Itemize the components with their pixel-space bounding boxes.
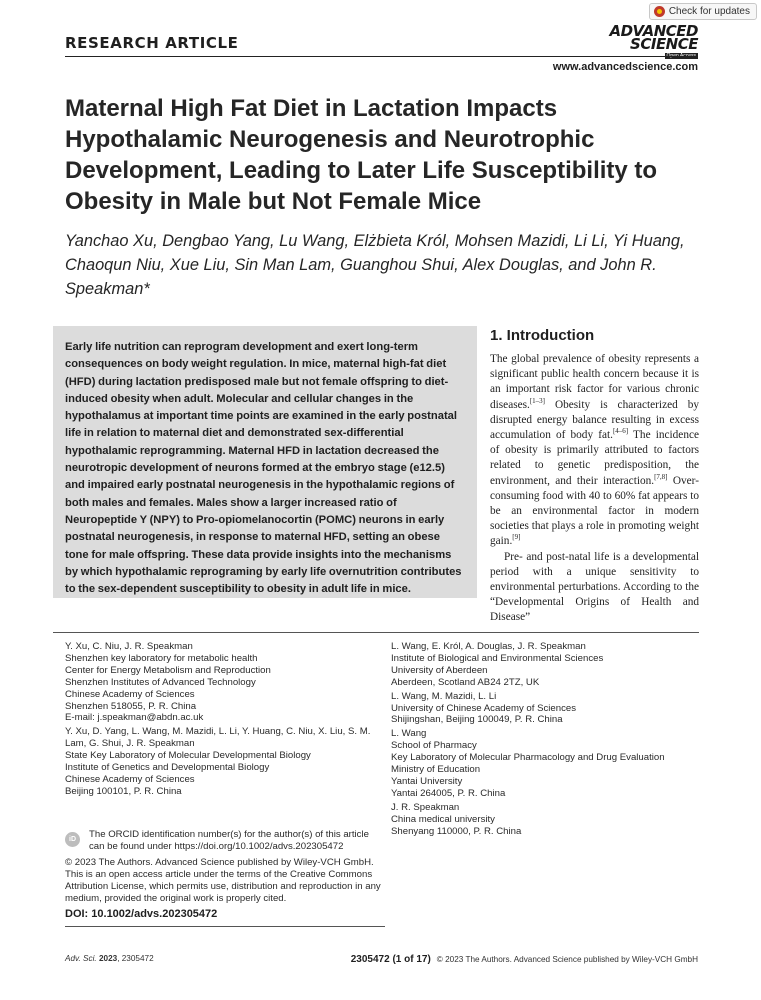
check-for-updates-button[interactable] — [649, 3, 757, 20]
orcid-text[interactable]: The ORCID identification number(s) for the author(s) of this article can be found under https://doi.org/10.1002/advs.202305472 — [89, 829, 369, 852]
orcid-note — [65, 829, 385, 853]
affiliation-block — [391, 728, 701, 799]
affiliations-right — [391, 641, 701, 840]
affiliation-block — [65, 726, 385, 797]
doi-link[interactable]: DOI: 10.1002/advs.202305472 — [65, 908, 218, 920]
journal-website-link[interactable]: www.advancedscience.com — [552, 61, 698, 73]
footer-year: 2023 — [98, 954, 118, 963]
footer-copyright: © 2023 The Authors. Advanced Science published by Wiley-VCH GmbH — [436, 955, 698, 964]
introduction-paragraph-2: Pre- and post-natal life is a developmental period with a unique sensitivity to environmental perturbations. According to the “Developmental Origins of Health and Disease” — [490, 550, 699, 624]
affiliation-names: L. Wang — [391, 728, 427, 740]
introduction-body — [490, 352, 699, 626]
affiliation-line: University of Aberdeen — [391, 664, 488, 676]
affiliation-names: L. Wang, M. Mazidi, L. Li — [391, 690, 497, 702]
intro-text: The global prevalence of obesity represents a significant public health concern because it is an important risk factor for various chronic diseases. — [490, 353, 699, 411]
crossmark-icon — [654, 6, 665, 17]
affiliation-line: Chinese Academy of Sciences — [65, 773, 195, 785]
affiliation-names: Y. Xu, C. Niu, J. R. Speakman — [65, 641, 193, 652]
affiliation-line: State Key Laboratory of Molecular Developmental Biology — [65, 750, 311, 762]
introduction-heading: 1. Introduction — [490, 327, 595, 344]
corresponding-email[interactable]: E-mail: j.speakman@abdn.ac.uk — [65, 712, 204, 724]
author-list: Yanchao Xu, Dengbao Yang, Lu Wang, Elżbieta Król, Mohsen Mazidi, Li Li, Yi Huang, Chaoqun Niu, Xue Liu, Sin Man Lam, Guanghou Shui, Alex Douglas, and John R. Speakman* — [65, 232, 685, 298]
citation-link[interactable]: [9] — [512, 533, 521, 542]
affiliation-line: Center for Energy Metabolism and Reproduction — [65, 664, 271, 676]
journal-logo — [598, 24, 698, 60]
affiliations-left — [65, 641, 385, 800]
affiliation-line: Shijingshan, Beijing 100049, P. R. China — [391, 714, 563, 726]
license-text: © 2023 The Authors. Advanced Science published by Wiley-VCH GmbH. This is an open access article under the terms of the Creative Commons Attribution License, which permits use, distribution and reproduction in any medium, provided the original work is properly cited. — [65, 857, 381, 904]
affiliation-line: Shenyang 110000, P. R. China — [391, 825, 522, 837]
introduction-paragraph-1 — [490, 352, 699, 550]
affiliation-line: Chinese Academy of Sciences — [65, 688, 195, 700]
affiliation-line: School of Pharmacy — [391, 740, 477, 752]
citation-link[interactable]: [7,8] — [654, 472, 668, 481]
affiliation-divider — [53, 632, 699, 633]
doi-divider — [65, 926, 385, 927]
intro-text: The incidence of obesity is primarily attributed to factors related to genetic predisposition, the environment, and their interaction. — [490, 429, 699, 487]
abstract-text: Early life nutrition can reprogram development and exert long-term consequences on body weight regulation. In mice, maternal high-fat diet (HFD) during lactation predisposed male but not female offspring to diet-induced obesity when adult. Molecular and cellular changes in the hypothalamus at important time points are examined in the early postnatal life in relation to maternal diet and demonstrated sex-differential hypothalamic reprogramming. Maternal HFD in lactation decreased the neurotropic development of neurons formed at the embryo stage (e12.5) and impaired early postnatal neurogenesis in the hypothalamic regions of both males and females. Males show a larger increased ratio of Neuropeptide Y (NPY) to Pro-opiomelanocortin (POMC) neurons in early postnatal neurogenesis, in response to maternal HFD, setting an obese tone for male offspring. These data provide insights into the mechanisms by which hypothalamic reprograming by early life overnutrition contributes to the sex-dependent susceptibility to obesity in adult life in mice. — [65, 341, 462, 596]
footer-article-id: , 2305472 — [117, 954, 154, 963]
affiliation-line: Ministry of Education — [391, 764, 481, 776]
affiliation-names: L. Wang, E. Król, A. Douglas, J. R. Speakman — [391, 641, 586, 652]
affiliation-line: Shenzhen Institutes of Advanced Technology — [65, 676, 256, 688]
affiliation-line: Key Laboratory of Molecular Pharmacology and Drug Evaluation — [391, 752, 665, 764]
affiliation-line: Shenzhen key laboratory for metabolic health — [65, 652, 258, 664]
affiliation-line: Shenzhen 518055, P. R. China — [65, 700, 197, 712]
affiliation-block — [65, 641, 385, 724]
journal-logo-line2: SCIENCE — [630, 35, 698, 53]
affiliation-line: Beijing 100101, P. R. China — [65, 785, 182, 797]
check-for-updates-label: Check for updates — [668, 6, 750, 17]
footer-citation — [65, 954, 154, 963]
affiliation-line: Aberdeen, Scotland AB24 2TZ, UK — [391, 676, 540, 688]
affiliation-block — [391, 802, 701, 838]
footer-right — [351, 954, 698, 965]
intro-text: Over-consuming food with 40 to 60% fat appears to be an environmental factor in modern societies that plays a role in promoting weight gain. — [490, 474, 699, 548]
affiliation-line: Yantai University — [391, 775, 463, 787]
affiliation-line: China medical university — [391, 813, 495, 825]
journal-logo-line1: ADVANCED — [609, 22, 698, 40]
affiliation-line: Institute of Biological and Environmental Sciences — [391, 652, 604, 664]
header-divider — [65, 56, 698, 57]
affiliation-line: Institute of Genetics and Developmental Biology — [65, 762, 270, 774]
article-title: Maternal High Fat Diet in Lactation Impacts Hypothalamic Neurogenesis and Neurotrophic Development, Leading to Later Life Susceptibility to Obesity in Male but Not Female Mice — [65, 95, 658, 215]
affiliation-block — [391, 641, 701, 689]
affiliation-line: University of Chinese Academy of Sciences — [391, 702, 577, 714]
affiliation-names: J. R. Speakman — [391, 801, 460, 813]
footer-journal-abbrev: Adv. Sci. — [65, 954, 97, 963]
affiliation-block — [391, 691, 701, 727]
intro-text: Obesity is characterized by disrupted energy balance resulting in excess accumulation of body fat. — [490, 398, 699, 442]
affiliation-names: Y. Xu, D. Yang, L. Wang, M. Mazidi, L. Li, Y. Huang, C. Niu, X. Liu, S. M. Lam, G. Shui, J. R. Speakman — [65, 726, 371, 750]
citation-link[interactable]: [4–6] — [612, 427, 629, 436]
orcid-icon: iD — [65, 832, 80, 847]
article-type: RESEARCH ARTICLE — [65, 34, 239, 52]
citation-link[interactable]: [1–3] — [529, 396, 546, 405]
abstract-box — [53, 326, 477, 598]
page-number: 2305472 (1 of 17) — [350, 954, 431, 965]
affiliation-line: Yantai 264005, P. R. China — [391, 787, 506, 799]
